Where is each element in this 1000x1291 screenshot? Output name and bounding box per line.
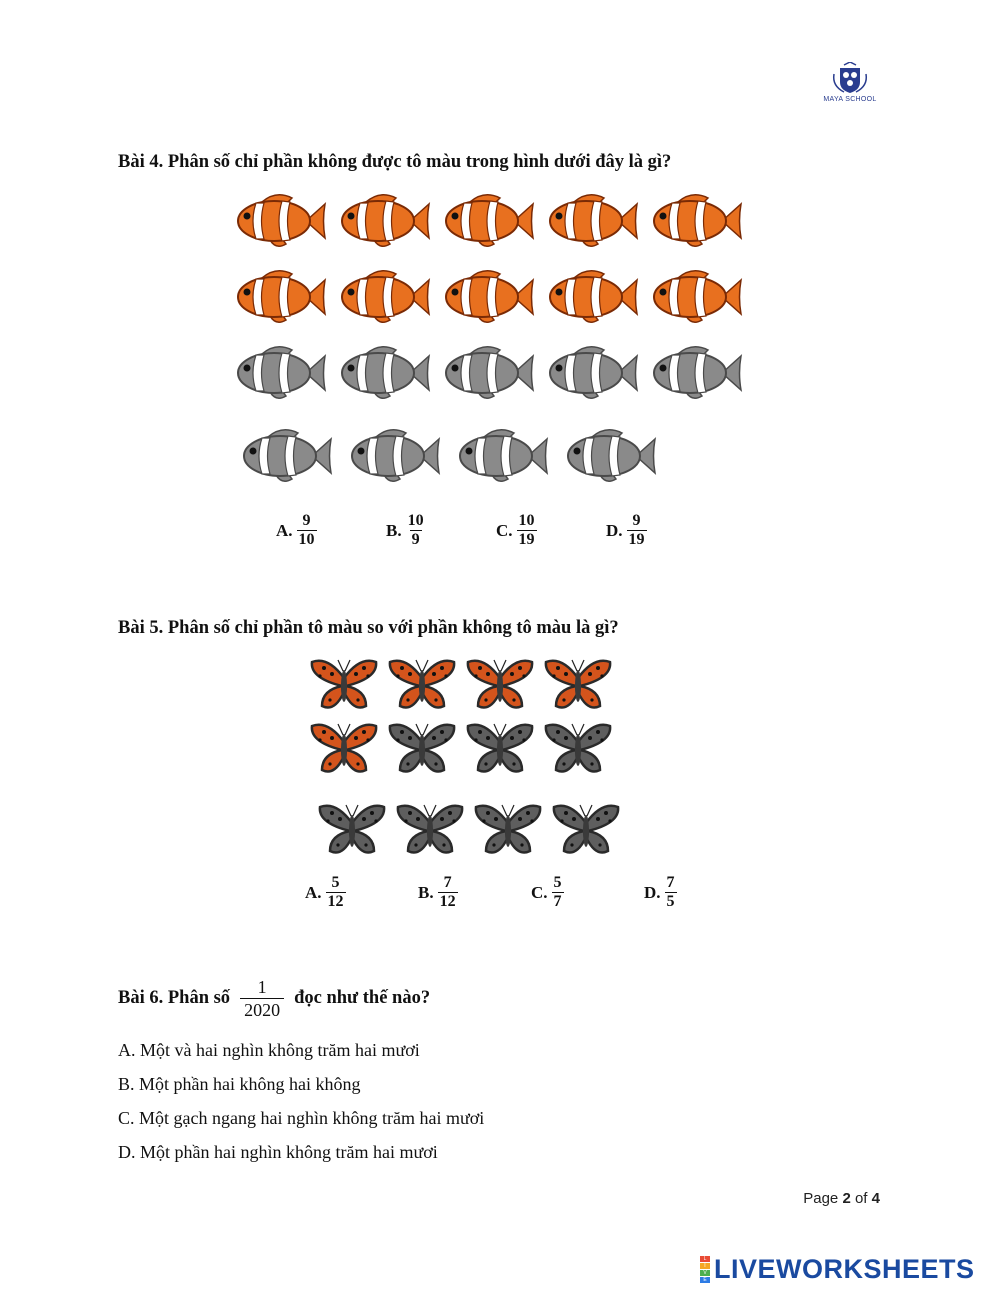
choice-letter: D.	[644, 882, 661, 902]
school-logo	[820, 62, 880, 103]
page-total: 4	[871, 1190, 880, 1207]
butterfly-gray-icon	[542, 720, 614, 783]
liveworksheets-brand[interactable]	[700, 1254, 975, 1285]
fish-colored-icon	[232, 190, 328, 257]
q5-choice-c[interactable]	[531, 874, 564, 911]
fish-gray-icon	[336, 342, 432, 409]
q4-title: Bài 4. Phân số chỉ phần không được tô màu trong hình dưới đây là gì?	[118, 152, 672, 172]
choice-letter: B.	[418, 882, 434, 902]
fraction-numerator: 7	[666, 874, 675, 891]
fraction-denominator: 19	[518, 531, 535, 548]
choice-letter: C.	[496, 520, 513, 540]
choice-letter: A.	[305, 882, 322, 902]
fraction-denominator: 7	[553, 893, 562, 910]
fish-colored-icon	[336, 266, 432, 333]
q6-option-c[interactable]: C. Một gạch ngang hai nghìn không trăm hai mươi	[118, 1108, 485, 1128]
q6-option-d[interactable]: D. Một phần hai nghìn không trăm hai mươi	[118, 1142, 438, 1162]
fraction-denominator: 10	[298, 531, 315, 548]
choice-fraction	[552, 874, 564, 911]
q5-choice-d[interactable]	[644, 874, 677, 911]
logo-text: MAYA SCHOOL	[823, 96, 877, 103]
page-current: 2	[842, 1190, 851, 1207]
butterfly-colored-icon	[386, 656, 458, 719]
q6-fraction-numerator: 1	[257, 977, 267, 997]
crest-icon	[830, 62, 870, 96]
butterfly-colored-icon	[308, 656, 380, 719]
brand-block: L	[700, 1256, 710, 1262]
fish-colored-icon	[544, 190, 640, 257]
q5-choice-b[interactable]	[418, 874, 458, 911]
fish-colored-icon	[544, 266, 640, 333]
q4-choice-c[interactable]	[496, 512, 537, 549]
fish-gray-icon	[648, 342, 744, 409]
butterfly-gray-icon	[316, 801, 388, 864]
butterfly-gray-icon	[386, 720, 458, 783]
butterfly-gray-icon	[394, 801, 466, 864]
q5-choices	[305, 874, 705, 920]
q6-title-suffix: đọc như thế nào?	[294, 988, 431, 1008]
fish-gray-icon	[346, 425, 442, 492]
fish-gray-icon	[544, 342, 640, 409]
brand-text: LIVEWORKSHEETS	[714, 1254, 975, 1284]
fish-colored-icon	[648, 190, 744, 257]
q6-option-b[interactable]: B. Một phần hai không hai không	[118, 1074, 361, 1094]
butterfly-colored-icon	[542, 656, 614, 719]
fraction-numerator: 5	[331, 874, 340, 891]
fish-colored-icon	[336, 190, 432, 257]
fraction-numerator: 9	[302, 512, 311, 529]
fraction-denominator: 5	[666, 893, 675, 910]
brand-block: E	[700, 1277, 710, 1283]
fraction-denominator: 12	[439, 893, 456, 910]
fraction-numerator: 5	[553, 874, 562, 891]
choice-fraction	[665, 874, 677, 911]
fish-colored-icon	[440, 266, 536, 333]
q5-title: Bài 5. Phân số chỉ phần tô màu so với phần không tô màu là gì?	[118, 618, 619, 638]
fraction-numerator: 10	[407, 512, 424, 529]
fish-gray-icon	[562, 425, 658, 492]
butterfly-gray-icon	[550, 801, 622, 864]
fish-colored-icon	[232, 266, 328, 333]
choice-letter: A.	[276, 520, 293, 540]
brand-blocks-icon	[700, 1256, 710, 1283]
butterfly-colored-icon	[464, 656, 536, 719]
page-prefix: Page	[803, 1190, 839, 1207]
choice-fraction	[517, 512, 537, 549]
choice-fraction	[406, 512, 426, 549]
q6-option-a[interactable]: A. Một và hai nghìn không trăm hai mươi	[118, 1040, 420, 1060]
choice-letter: B.	[386, 520, 402, 540]
butterfly-gray-icon	[464, 720, 536, 783]
fraction-numerator: 9	[632, 512, 641, 529]
brand-block: I	[700, 1263, 710, 1269]
fish-gray-icon	[454, 425, 550, 492]
fish-colored-icon	[440, 190, 536, 257]
page-sep: of	[854, 1190, 868, 1207]
fish-gray-icon	[440, 342, 536, 409]
choice-fraction	[438, 874, 458, 911]
q6-title-prefix: Bài 6. Phân số	[118, 988, 231, 1008]
q5-choice-a[interactable]	[305, 874, 346, 911]
q6-title	[118, 976, 430, 1021]
choice-fraction	[297, 512, 317, 549]
fish-gray-icon	[232, 342, 328, 409]
choice-letter: C.	[531, 882, 548, 902]
fraction-numerator: 10	[518, 512, 535, 529]
q4-choices	[276, 512, 676, 558]
butterfly-colored-icon	[308, 720, 380, 783]
fish-gray-icon	[238, 425, 334, 492]
fraction-numerator: 7	[443, 874, 452, 891]
butterfly-gray-icon	[472, 801, 544, 864]
q4-choice-a[interactable]	[276, 512, 317, 549]
q6-fraction	[240, 976, 284, 1021]
brand-block: V	[700, 1270, 710, 1276]
fraction-denominator: 9	[411, 531, 420, 548]
choice-letter: D.	[606, 520, 623, 540]
q4-choice-b[interactable]	[386, 512, 426, 549]
fish-colored-icon	[648, 266, 744, 333]
q6-fraction-denominator: 2020	[240, 998, 284, 1021]
choice-fraction	[627, 512, 647, 549]
q4-choice-d[interactable]	[606, 512, 647, 549]
choice-fraction	[326, 874, 346, 911]
fraction-denominator: 19	[628, 531, 645, 548]
page-number	[803, 1190, 880, 1207]
fraction-denominator: 12	[327, 893, 344, 910]
